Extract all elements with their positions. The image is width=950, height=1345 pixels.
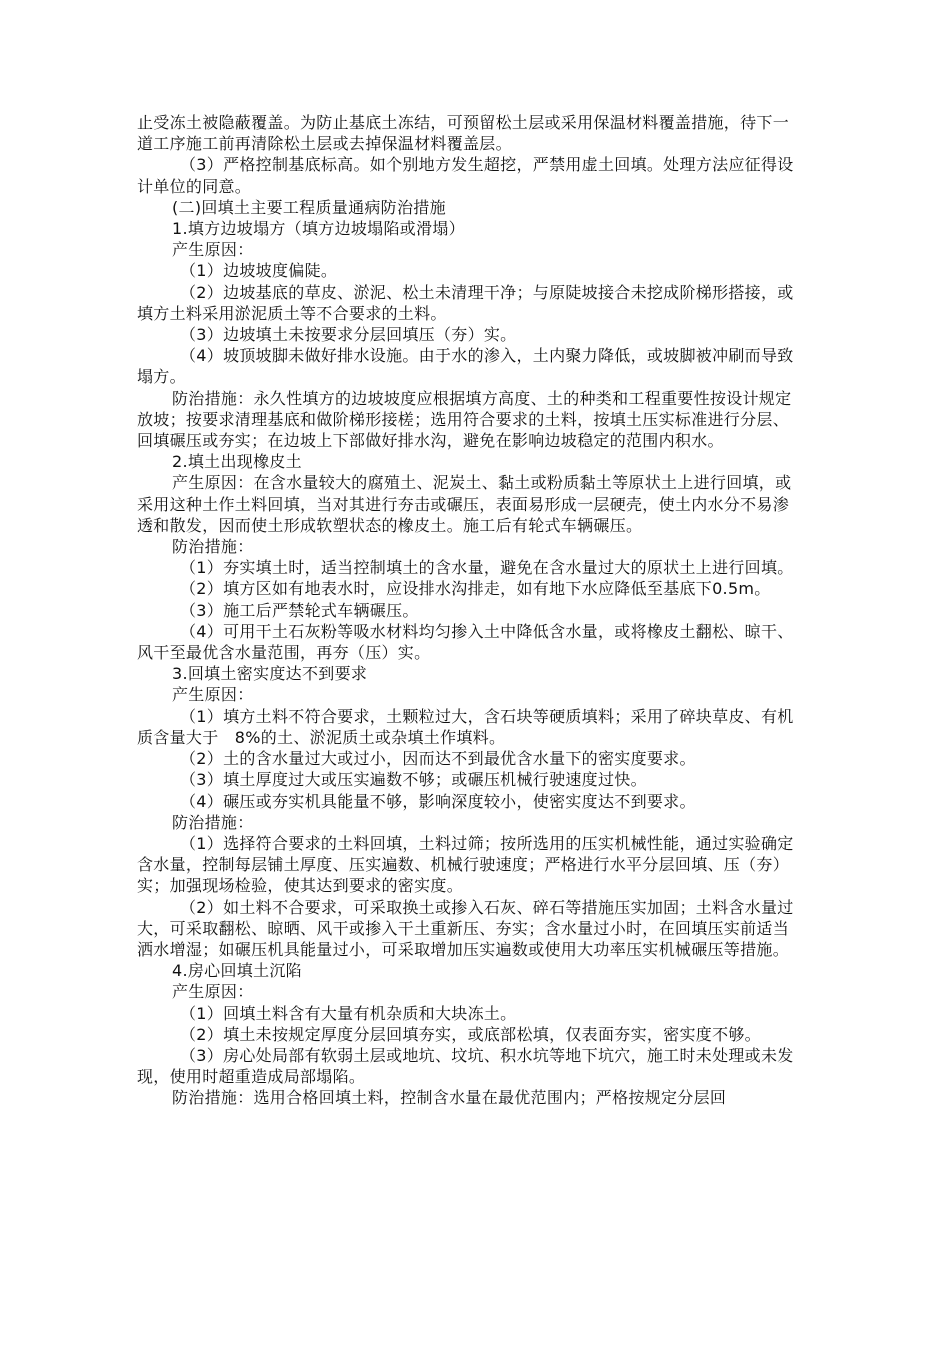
- section-heading: (二)回填土主要工程质量通病防治措施: [172, 197, 446, 217]
- paragraph: 防治措施：: [172, 537, 254, 557]
- paragraph: （1）夯实填土时，适当控制填土的含水量，避免在含水量过大的原状土上进行回填。: [180, 558, 794, 578]
- paragraph: （3）房心处局部有软弱土层或地坑、坟坑、积水坑等地下坑穴，施工时未处理或未发现，使用时超重造成局部塌陷。: [137, 1045, 794, 1087]
- paragraph: 防治措施：: [172, 812, 254, 832]
- paragraph: 产生原因：: [172, 685, 254, 705]
- paragraph: （1）选择符合要求的土料回填，土料过筛；按所选用的压实机械性能，通过实验确定含水量，控制每层铺土厚度、压实遍数、机械行驶速度；严格进行水平分层回填、压（夯）实；加强现场检验，使其达到要求的密实度。: [137, 833, 794, 896]
- paragraph: （2）土的含水量过大或过小，因而达不到最优含水量下的密实度要求。: [180, 749, 696, 769]
- section-heading: 4.房心回填土沉陷: [172, 961, 302, 981]
- paragraph: （4）碾压或夯实机具能量不够，影响深度较小，使密实度达不到要求。: [180, 791, 696, 811]
- paragraph: 防治措施：永久性填方的边坡坡度应根据填方高度、土的种类和工程重要性按设计规定放坡；按要求清理基底和做阶梯形接槎；选用符合要求的土料，按填土压实标准进行分层、回填碾压或夯实；在边坡上下部做好排水沟，避免在影响边坡稳定的范围内积水。: [137, 388, 792, 451]
- paragraph: 止受冻土被隐蔽覆盖。为防止基底土冻结，可预留松土层或采用保温材料覆盖措施，待下一道工序施工前再清除松土层或去掉保温材料覆盖层。: [137, 113, 790, 154]
- paragraph: （2）边坡基底的草皮、淤泥、松土未清理干净；与原陡坡接合未挖成阶梯形搭接，或填方土料采用淤泥质土等不合要求的土料。: [137, 282, 794, 323]
- paragraph: （3）严格控制基底标高。如个别地方发生超挖，严禁用虚土回填。处理方法应征得设计单位的同意。: [137, 155, 794, 196]
- paragraph: 产生原因：: [172, 240, 254, 260]
- paragraph: （1）填方土料不符合要求，土颗粒过大，含石块等硬质填料；采用了碎块草皮、有机质含量大于 8%的土、淤泥质土或杂填土作填料。: [137, 706, 794, 747]
- paragraph: （4）坡顶坡脚未做好排水设施。由于水的渗入，土内聚力降低，或坡脚被冲刷而导致塌方。: [137, 346, 794, 387]
- paragraph: （3）填土厚度过大或压实遍数不够；或碾压机械行驶速度过快。: [180, 770, 647, 790]
- paragraph: （3）施工后严禁轮式车辆碾压。: [180, 600, 419, 620]
- paragraph: 防治措施：选用合格回填土料，控制含水量在最优范围内；严格按规定分层回: [172, 1088, 727, 1108]
- section-heading: 1.填方边坡塌方（填方边坡塌陷或滑塌）: [172, 219, 465, 239]
- paragraph: （2）填方区如有地表水时，应设排水沟排走，如有地下水应降低至基底下0.5m。: [180, 579, 771, 599]
- paragraph: （1）回填土料含有大量有机杂质和大块冻土。: [180, 1003, 517, 1023]
- section-heading: 2.填土出现橡皮土: [172, 452, 302, 472]
- paragraph: （3）边坡填土未按要求分层回填压（夯）实。: [180, 325, 517, 345]
- paragraph: （4）可用干土石灰粉等吸水材料均匀掺入土中降低含水量，或将橡皮土翻松、晾干、风干至最优含水量范围，再夯（压）实。: [137, 621, 794, 663]
- document-body: [137, 112, 797, 1109]
- paragraph: （2）如土料不合要求，可采取换土或掺入石灰、碎石等措施压实加固；土料含水量过大，可采取翻松、晾晒、风干或掺入干土重新压、夯实；含水量过小时，在回填压实前适当洒水增湿；如碾压机具能量过小，可采取增加压实遍数或使用大功率压实机械碾压等措施。: [137, 897, 794, 959]
- paragraph: （1）边坡坡度偏陡。: [180, 261, 338, 281]
- paragraph: （2）填土未按规定厚度分层回填夯实，或底部松填，仅表面夯实，密实度不够。: [180, 1024, 761, 1044]
- paragraph: 产生原因：在含水量较大的腐殖土、泥炭土、黏土或粉质黏土等原状土上进行回填，或采用这种土作土料回填，当对其进行夯击或碾压，表面易形成一层硬壳，使土内水分不易渗透和散发，因而使土形成软塑状态的橡皮土。施工后有轮式车辆碾压。: [137, 473, 792, 535]
- paragraph: 产生原因：: [172, 982, 254, 1002]
- section-heading: 3.回填土密实度达不到要求: [172, 664, 368, 684]
